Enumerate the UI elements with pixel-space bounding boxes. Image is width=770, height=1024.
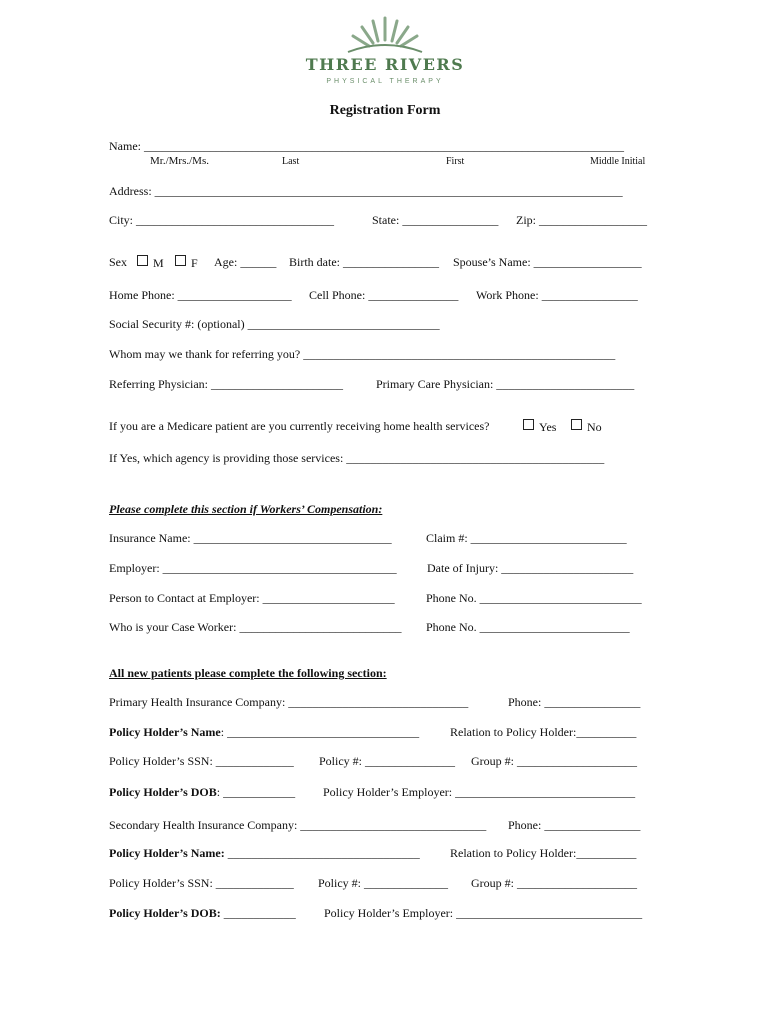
last-name-label: Last [282, 156, 300, 167]
primary-group-number-field[interactable]: Group #: ____________________ [471, 754, 637, 768]
primary-relation-field[interactable]: Relation to Policy Holder:__________ [450, 725, 637, 739]
cell-phone-field[interactable]: Cell Phone: _______________ [309, 288, 459, 302]
secondary-policy-number-field[interactable]: Policy #: ______________ [318, 876, 449, 890]
page-title: Registration Form [329, 103, 441, 118]
claim-number-field[interactable]: Claim #: __________________________ [426, 531, 627, 545]
birth-date-field[interactable]: Birth date: ________________ [289, 255, 439, 269]
first-name-label: First [446, 156, 465, 167]
referring-physician-field[interactable]: Referring Physician: ______________________ [109, 377, 343, 391]
sex-label: Sex [109, 255, 127, 269]
sun-rays-icon [340, 14, 430, 56]
medicare-yes-option[interactable]: Yes [523, 419, 556, 434]
contact-phone-field[interactable]: Phone No. ___________________________ [426, 591, 642, 605]
secondary-insurance-company-field[interactable]: Secondary Health Insurance Company: _______________________________ [109, 818, 487, 832]
three-rivers-logo [300, 14, 470, 84]
city-field[interactable]: City: _________________________________ [109, 213, 335, 227]
salutation-label: Mr./Mrs./Ms. [150, 155, 209, 167]
logo-subtitle: PHYSICAL THERAPY [326, 78, 444, 85]
primary-care-physician-field[interactable]: Primary Care Physician: _______________________ [376, 377, 635, 391]
primary-policy-number-field[interactable]: Policy #: _______________ [319, 754, 456, 768]
primary-policy-holder-ssn-field[interactable]: Policy Holder’s SSN: _____________ [109, 754, 294, 768]
home-phone-field[interactable]: Home Phone: ___________________ [109, 288, 292, 302]
secondary-insurance-phone-field[interactable]: Phone: ________________ [508, 818, 641, 832]
primary-insurance-company-field[interactable]: Primary Health Insurance Company: ______________________________ [109, 695, 469, 709]
secondary-relation-field[interactable]: Relation to Policy Holder:__________ [450, 846, 637, 860]
age-field[interactable]: Age: ______ [214, 255, 277, 269]
workers-comp-heading: Please complete this section if Workers’ Compensation: [109, 502, 383, 516]
state-field[interactable]: State: ________________ [372, 213, 499, 227]
employer-field[interactable]: Employer: _______________________________________ [109, 561, 397, 575]
secondary-policy-holder-ssn-field[interactable]: Policy Holder’s SSN: _____________ [109, 876, 294, 890]
work-phone-field[interactable]: Work Phone: ________________ [476, 288, 638, 302]
agency-field[interactable]: If Yes, which agency is providing those services: ___________________________________________ [109, 451, 605, 465]
employer-contact-field[interactable]: Person to Contact at Employer: ______________________ [109, 591, 395, 605]
spouse-name-field[interactable]: Spouse’s Name: __________________ [453, 255, 642, 269]
secondary-policy-holder-employer-field[interactable]: Policy Holder’s Employer: _______________________________ [324, 906, 643, 920]
primary-policy-holder-dob-field[interactable]: Policy Holder’s DOB: ____________ [109, 785, 296, 799]
medicare-question: If you are a Medicare patient are you currently receiving home health services? [109, 419, 490, 433]
secondary-policy-holder-name-field[interactable]: Policy Holder’s Name: ________________________________ [109, 846, 420, 860]
referral-field[interactable]: Whom may we thank for referring you? ____________________________________________________ [109, 347, 616, 361]
checkbox-m[interactable] [137, 255, 148, 266]
primary-insurance-phone-field[interactable]: Phone: ________________ [508, 695, 641, 709]
medicare-no-option[interactable]: No [571, 419, 602, 434]
middle-initial-label: Middle Initial [590, 156, 646, 167]
case-worker-phone-field[interactable]: Phone No. _________________________ [426, 620, 630, 634]
new-patients-heading: All new patients please complete the following section: [109, 666, 387, 680]
checkbox-no[interactable] [571, 419, 582, 430]
secondary-group-number-field[interactable]: Group #: ____________________ [471, 876, 637, 890]
sex-f-option[interactable]: F [175, 255, 198, 270]
checkbox-yes[interactable] [523, 419, 534, 430]
social-security-field[interactable]: Social Security #: (optional) ________________________________ [109, 317, 440, 331]
logo-name: THREE RIVERS [305, 55, 465, 74]
primary-policy-holder-employer-field[interactable]: Policy Holder’s Employer: ______________________________ [323, 785, 636, 799]
name-field[interactable]: Name: ________________________________________________________________________________ [109, 139, 624, 153]
primary-policy-holder-name-field[interactable]: Policy Holder’s Name: ________________________________ [109, 725, 420, 739]
sex-m-option[interactable]: M [137, 255, 164, 270]
zip-field[interactable]: Zip: __________________ [516, 213, 647, 227]
date-of-injury-field[interactable]: Date of Injury: ______________________ [427, 561, 634, 575]
secondary-policy-holder-dob-field[interactable]: Policy Holder’s DOB: ____________ [109, 906, 296, 920]
insurance-name-field[interactable]: Insurance Name: _________________________________ [109, 531, 392, 545]
checkbox-f[interactable] [175, 255, 186, 266]
address-field[interactable]: Address: ______________________________________________________________________________ [109, 184, 623, 198]
case-worker-field[interactable]: Who is your Case Worker: ___________________________ [109, 620, 402, 634]
